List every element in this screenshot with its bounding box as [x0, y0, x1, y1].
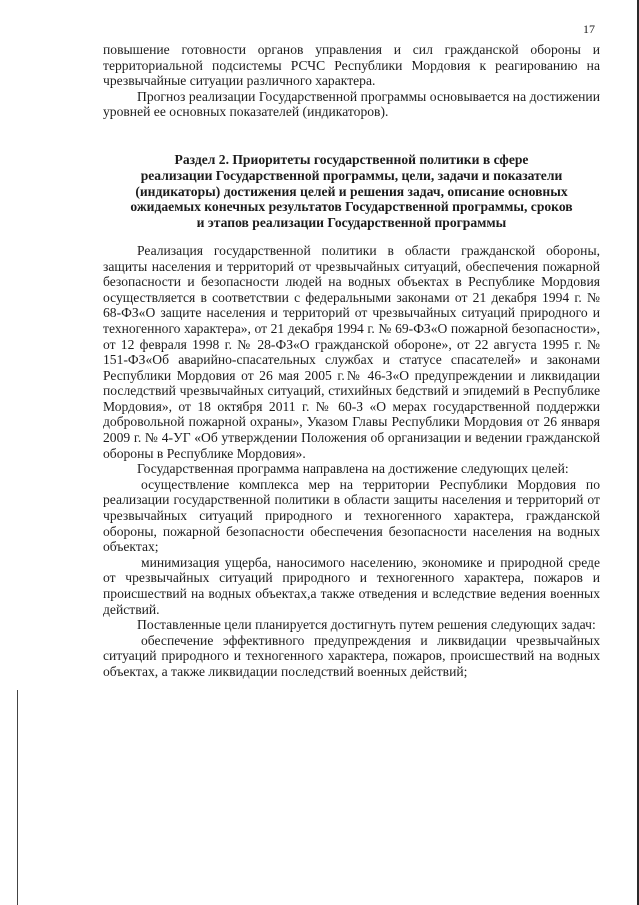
task-item: обеспечение эффективного предупреждения и ликвидации чрезвычайных ситуаций природного и техногенного характера, пожаров, происшествий на водных объектах, а также ликвидации последствий военных действий; [103, 632, 600, 679]
document-body [103, 42, 600, 680]
policy-paragraph: Реализация государственной политики в области гражданской обороны, защиты населения и территорий от чрезвычайных ситуаций, обеспечения пожарной безопасности и безопасности людей на водных объектах в Республике Мордовия осуществляется в соответствии с федеральными законами от 21 декабря 1994 г. № 68-ФЗ«О защите населения и территорий от чрезвычайных ситуаций природного и техногенного характера», от 21 декабря 1994 г. № 69-ФЗ«О пожарной безопасности», от 12 февраля 1998 г. № 28-ФЗ«О гражданской обороне», от 22 августа 1995 г. № 151-ФЗ«Об аварийно-спасательных службах и статусе спасателей» и законами Республики Мордовия от 26 мая 2005 г.№ 46-З«О предупреждении и ликвидации последствий чрезвычайных ситуаций, стихийных бедствий и эпидемий в Республике Мордовия», от 18 октября 2011 г. № 60-З «О мерах государственной поддержки добровольной пожарной охраны», Указом Главы Республики Мордовия от 26 января 2009 г. № 4-УГ «Об утверждении Положения об организации и ведении гражданской обороны в Республике Мордовия». [103, 242, 600, 461]
section-title-line: реализации Государственной программы, цели, задачи и показатели [140, 167, 563, 183]
page-edge-left [17, 690, 18, 905]
section-title-line: и этапов реализации Государственной программы [196, 215, 507, 231]
goal-item: осуществление комплекса мер на территории Республики Мордовия по реализации государственной политики в области защиты населения и территорий от чрезвычайных ситуаций природного и техногенного характера, гражданской обороны, пожарной безопасности обеспечения безопасности населения на водных объектах; [103, 476, 600, 555]
goal-item: минимизация ущерба, наносимого населению, экономике и природной среде от чрезвычайных ситуаций природного и техногенного характера, пожаров и происшествий на водных объектах,а также отведения и вследствие ведения военных действий. [103, 554, 600, 617]
section-title [103, 152, 600, 231]
intro-paragraph-continuation: повышение готовности органов управления и сил гражданской обороны и территориальной подсистемы РСЧС Республики Мордовия к реагированию на чрезвычайные ситуации различного характера. [103, 42, 600, 89]
intro-paragraph-forecast: Прогноз реализации Государственной программы основывается на достижении уровней ее основных показателей (индикаторов). [103, 88, 600, 120]
section-title-line: (индикаторы) достижения целей и решения задач, описание основных [135, 183, 568, 199]
goals-intro-paragraph: Государственная программа направлена на достижение следующих целей: [137, 461, 569, 477]
tasks-intro-paragraph: Поставленные цели планируется достигнуть путем решения следующих задач: [137, 617, 596, 633]
section-title-line: Раздел 2. Приоритеты государственной политики в сфере [174, 151, 529, 167]
page-number: 17 [583, 22, 595, 36]
section-title-line: ожидаемых конечных результатов Государственной программы, сроков [130, 199, 573, 215]
